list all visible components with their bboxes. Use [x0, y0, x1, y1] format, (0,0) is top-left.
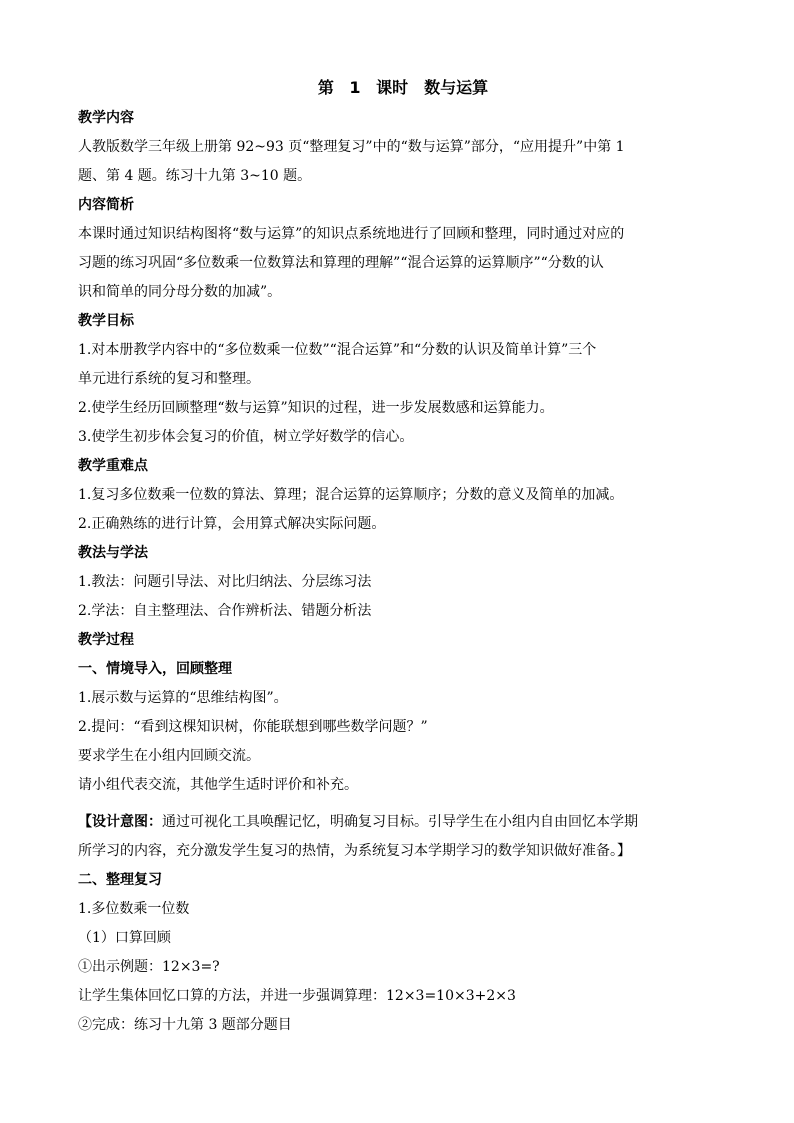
paragraph-line: ①出示例题：12×3=?	[78, 959, 220, 975]
subsection-heading-review: 二、整理复习	[78, 872, 162, 888]
paragraph-line: 识和简单的同分母分数的加减”。	[78, 284, 282, 300]
paragraph-line: 1.展示数与运算的“思维结构图”。	[78, 690, 288, 706]
document-page	[78, 76, 728, 1040]
page-title: 第 1 课时 数与运算	[317, 78, 489, 97]
subsection-heading-intro: 一、情境导入，回顾整理	[78, 661, 232, 677]
paragraph-line: 人教版数学三年级上册第 92~93 页“整理复习”中的“数与运算”部分，“应用提升”中第 1	[78, 139, 625, 155]
paragraph-line: 本课时通过知识结构图将“数与运算”的知识点系统地进行了回顾和整理，同时通过对应的	[78, 226, 625, 242]
paragraph-line: 2.提问：“看到这棵知识树，你能联想到哪些数学问题？”	[78, 719, 428, 735]
paragraph-line: 2.使学生经历回顾整理“数与运算”知识的过程，进一步发展数感和运算能力。	[78, 400, 554, 416]
section-heading-process: 教学过程	[78, 632, 134, 648]
design-intent-label: 【设计意图：	[78, 814, 162, 830]
paragraph-line: 1.多位数乘一位数	[78, 901, 190, 917]
paragraph-line: 1.复习多位数乘一位数的算法、算理；混合运算的运算顺序；分数的意义及简单的加减。	[78, 487, 624, 503]
paragraph-line: 单元进行系统的复习和整理。	[78, 371, 260, 387]
design-intent-text: 通过可视化工具唤醒记忆，明确复习目标。引导学生在小组内自由回忆本学期	[162, 814, 638, 830]
section-heading-analysis: 内容简析	[78, 197, 134, 213]
section-heading-goals: 教学目标	[78, 313, 134, 329]
paragraph-line: 1.教法：问题引导法、对比归纳法、分层练习法	[78, 574, 372, 590]
paragraph-line: 1.对本册教学内容中的“多位数乘一位数”“混合运算”和“分数的认识及简单计算”三个	[78, 342, 597, 358]
section-heading-content: 教学内容	[78, 110, 134, 126]
paragraph-line: 3.使学生初步体会复习的价值，树立学好数学的信心。	[78, 429, 414, 445]
section-heading-key-points: 教学重难点	[78, 458, 148, 474]
paragraph-line: 2.学法：自主整理法、合作辨析法、错题分析法	[78, 603, 372, 619]
design-intent-line	[78, 808, 728, 837]
paragraph-line: 2.正确熟练的进行计算，会用算式解决实际问题。	[78, 516, 386, 532]
paragraph-line: （1）口算回顾	[78, 930, 171, 946]
paragraph-line: 题、第 4 题。练习十九第 3~10 题。	[78, 168, 312, 184]
paragraph-line: 让学生集体回忆口算的方法，并进一步强调算理：12×3=10×3+2×3	[78, 988, 516, 1004]
paragraph-line: 请小组代表交流，其他学生适时评价和补充。	[78, 777, 358, 793]
section-heading-methods: 教法与学法	[78, 545, 148, 561]
paragraph-line: 习题的练习巩固“多位数乘一位数算法和算理的理解”“混合运算的运算顺序”“分数的认	[78, 255, 604, 271]
paragraph-line: 要求学生在小组内回顾交流。	[78, 748, 260, 764]
paragraph-line: ②完成：练习十九第 3 题部分题目	[78, 1017, 292, 1033]
design-intent-line: 所学习的内容，充分激发学生复习的热情，为系统复习本学期学习的数学知识做好准备。】	[78, 843, 631, 859]
